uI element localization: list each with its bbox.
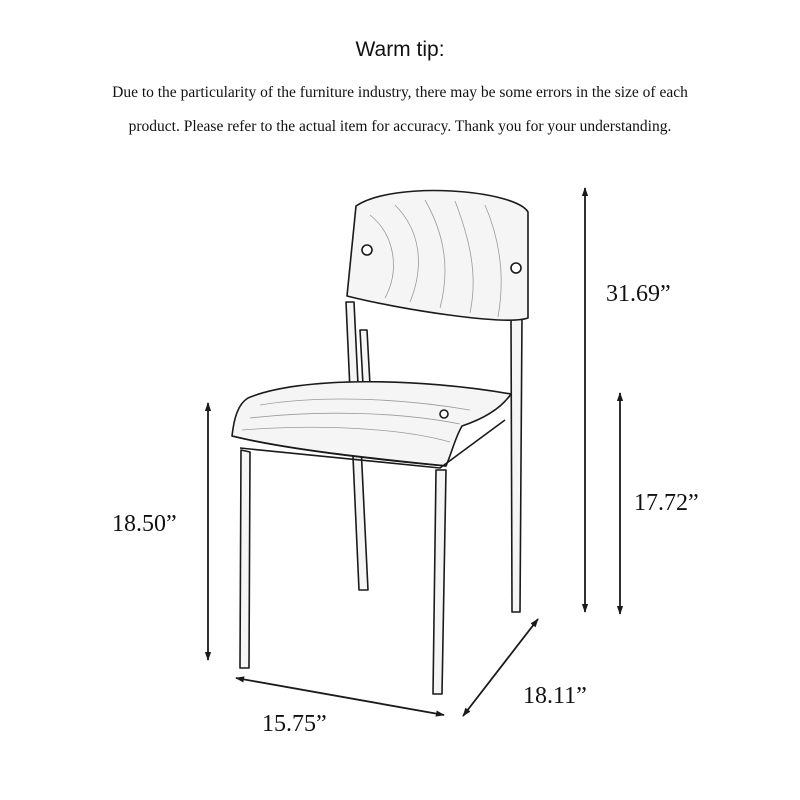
disclaimer-line-2: product. Please refer to the actual item for accuracy. Thank you for your understanding. [128,118,672,135]
seat-bolt [440,410,448,418]
seat [232,382,511,466]
rear-right-leg [511,316,522,612]
backrest [347,191,528,321]
backrest-bolt-right [511,263,521,273]
chair-illustration [232,191,528,694]
front-right-leg [433,470,446,694]
back-support-strut [360,330,370,385]
width-label: 15.75” [262,711,327,737]
front-left-leg [240,450,250,668]
disclaimer-line-1: Due to the particularity of the furniture industry, there may be some errors in the size of each [112,84,688,101]
width-arrow [236,678,444,715]
warm-tip-title: Warm tip: [355,38,445,61]
overall-height-label: 31.69” [606,281,671,307]
backrest-bolt-left [362,245,372,255]
back-height-label: 17.72” [634,490,699,516]
seat-height-label: 18.50” [112,511,177,537]
depth-label: 18.11” [523,683,587,709]
